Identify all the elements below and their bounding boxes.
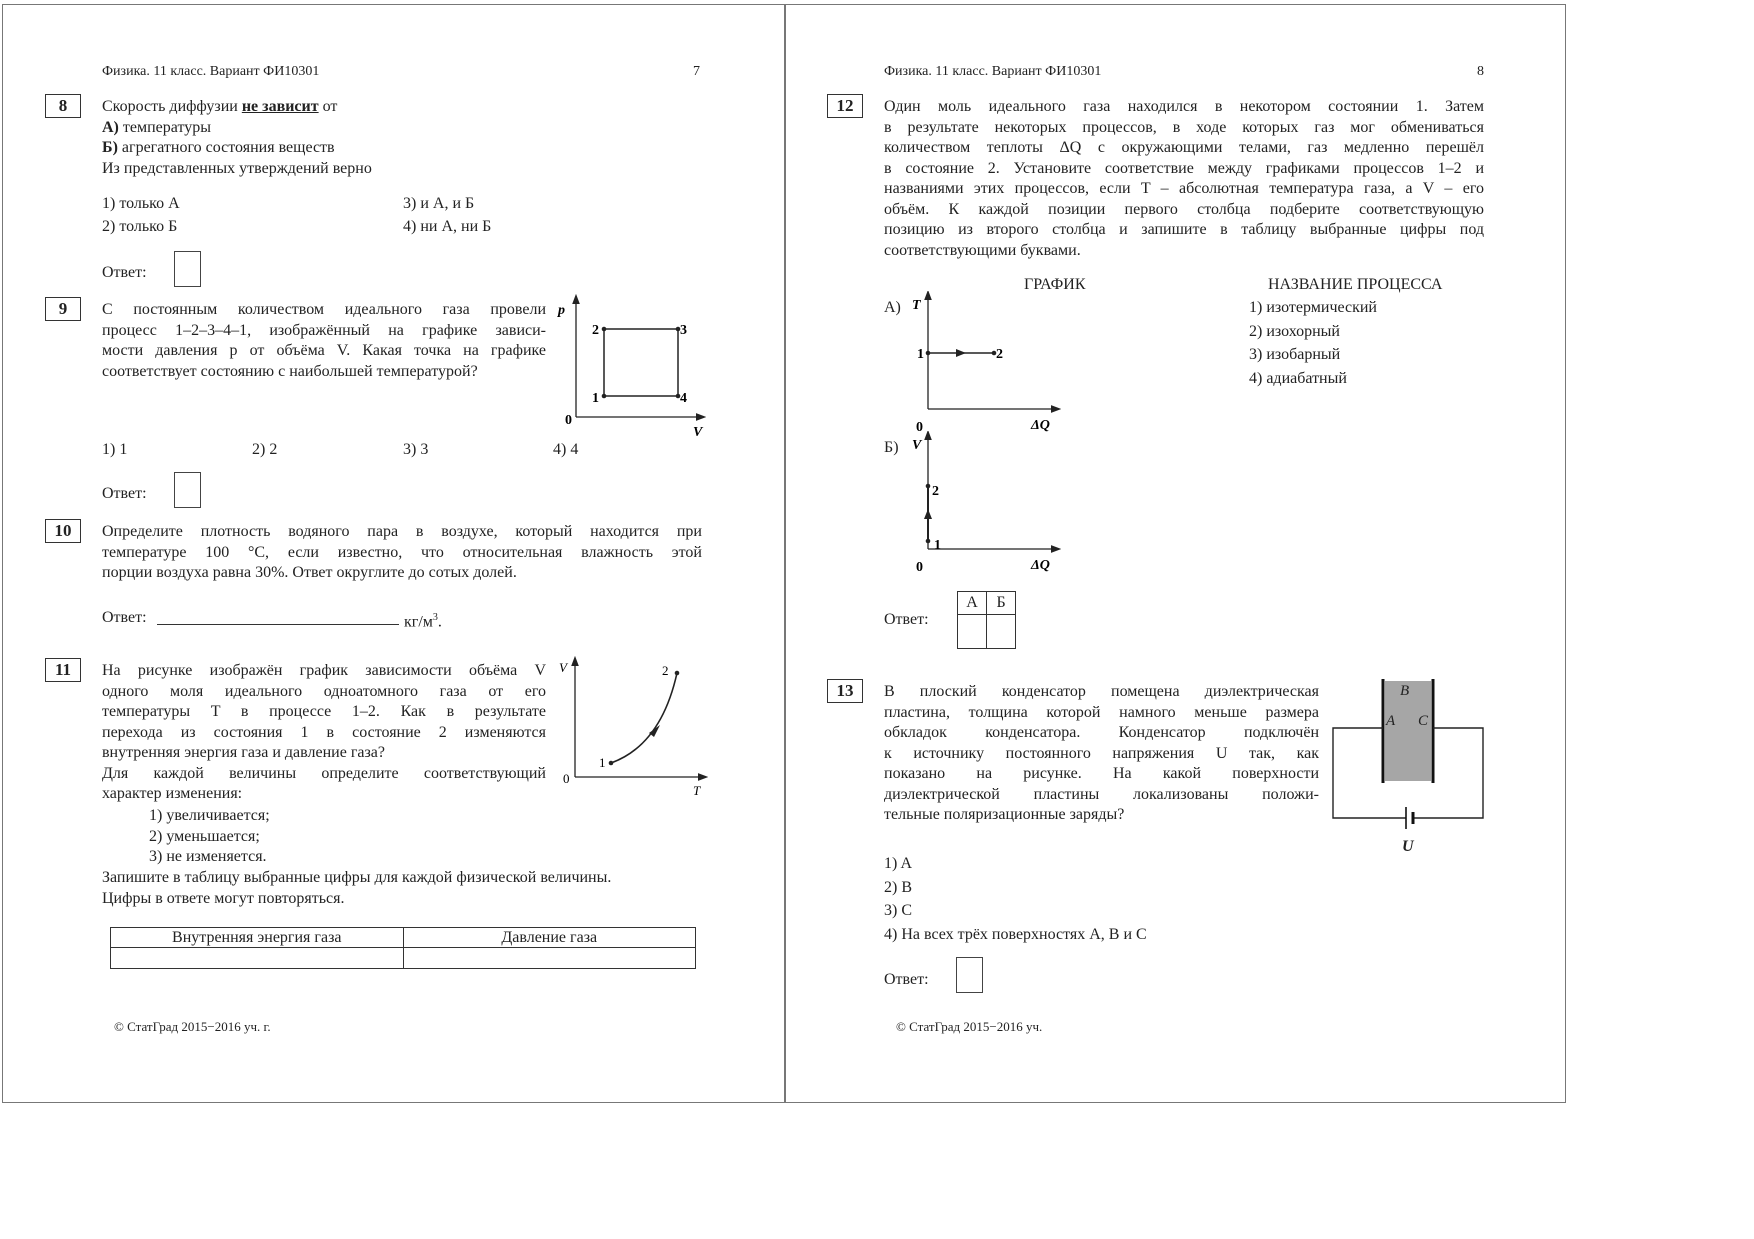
question-10-text [102,522,702,584]
question-number-11: 11 [45,658,81,682]
question-11-line: одного моля идеального одноатомного газа от его [102,682,546,700]
question-11-line: перехода из состояния 1 в состояние 2 изменяются [102,723,546,741]
axis-label-t: T [693,783,701,798]
question-10-line: температуре 100 °С, если известно, что относительная влажность этой [102,543,702,561]
axis-label-p: p [558,303,565,318]
question-9-line: мости давления p от объёма V. Какая точка на графике [102,342,546,359]
question-10-answer-line[interactable] [157,624,399,625]
question-8-text [102,97,702,179]
page-header-title: Физика. 11 класс. Вариант ФИ10301 [884,64,1102,79]
question-12-answer-label: Ответ: [884,611,929,628]
point-label-4: 4 [680,391,687,406]
question-9-option-1: 1) 1 [102,441,128,458]
question-9-answer-label: Ответ: [102,485,147,502]
surface-label-a: A [1386,713,1396,729]
point-label-1: 1 [599,755,606,770]
question-13-answer-box[interactable] [956,957,983,993]
question-11-line: Для каждой величины определите соответствующий [102,764,546,782]
point-label-1: 1 [592,391,599,406]
question-8-line-final: Из представленных утверждений верно [102,159,372,177]
question-8-line-1: Скорость диффузии не зависит от [102,98,338,115]
answer-cell-energy[interactable] [111,948,404,969]
question-10-line: Определите плотность водяного пара в воздухе, который находится при [102,523,702,540]
point-label-2: 2 [662,663,669,678]
change-option-2: 2) уменьшается; [149,827,260,845]
question-number-12: 12 [827,94,863,118]
question-11-line: характер изменения: [102,785,243,802]
instruction-line: Запишите в таблицу выбранные цифры для каждой физической величины. [102,869,612,886]
graph-a-t-vs-q [904,291,1064,441]
origin-label: 0 [916,560,923,575]
axis-label-dq: ΔQ [1031,558,1050,573]
question-9-pv-graph [551,293,711,443]
column-title-graph: ГРАФИК [1024,276,1086,293]
question-13-text [884,682,1319,826]
question-13-answer-label: Ответ: [884,971,929,988]
table-header-pressure: Давление газа [403,928,696,948]
question-13-line: диэлектрической пластины локализованы положи- [884,785,1319,803]
question-8-option-1: 1) только А [102,195,180,212]
question-12-answer-table [957,591,1016,649]
change-option-1: 1) увеличивается; [149,807,270,824]
question-9-text [102,300,546,382]
question-8-answer-label: Ответ: [102,264,147,281]
table-header-a: А [958,592,987,615]
question-12-line: в состояние 2. Установите соответствие между графиками процессов 1–2 и [884,159,1484,177]
question-9-line: процесс 1–2–3–4–1, изображённый на графике зависи- [102,321,546,339]
question-13-option-1: 1) A [884,855,912,872]
origin-label: 0 [563,771,570,786]
answer-cell-pressure[interactable] [403,948,696,969]
question-number-13: 13 [827,679,863,703]
direction-arrow [924,509,932,519]
question-11-line: На рисунке изображён график зависимости объёма V [102,662,546,679]
question-9-option-3: 3) 3 [403,441,429,458]
question-11-vt-graph [553,655,713,800]
question-12-line: объём. К каждой позиции первого столбца подберите соответствующую [884,200,1484,218]
origin-label: 0 [916,420,923,435]
process-option-2: 2) изохорный [1249,323,1340,340]
table-header-energy: Внутренняя энергия газа [111,928,404,948]
process-curve [611,673,677,763]
point-label-1: 1 [934,538,941,553]
question-number-8: 8 [45,94,81,118]
question-12-line: количеством теплоты ΔQ с окружающими телами, газ медленно перешёл [884,139,1484,156]
page-number: 7 [693,64,700,79]
page-left [2,4,785,1103]
question-number-10: 10 [45,519,81,543]
page-right [785,4,1566,1103]
graph-b-label: Б) [884,439,899,456]
answer-cell-a[interactable] [958,615,987,649]
question-12-line: соответствующими буквами. [884,241,1081,259]
origin-label: 0 [565,413,572,428]
direction-arrow [956,349,966,357]
question-11-changes [149,806,270,868]
question-8-item-a: А) температуры [102,118,211,136]
question-13-line: В плоский конденсатор помещена диэлектрическая [884,683,1319,700]
question-13-line: показано на рисунке. На какой поверхности [884,765,1319,782]
question-13-option-4: 4) На всех трёх поверхностях A, B и C [884,926,1147,943]
surface-label-c: C [1418,713,1429,729]
page-footer: © СтатГрад 2015−2016 уч. г. [114,1019,271,1034]
question-10-unit: $кг/м^3$. [404,612,442,631]
column-title-process: НАЗВАНИЕ ПРОЦЕССА [1268,276,1443,293]
page-footer: © СтатГрад 2015−2016 уч. [896,1019,1043,1034]
question-8-option-2: 2) только Б [102,218,178,235]
question-13-option-3: 3) C [884,902,912,919]
question-8-item-b: Б) агрегатного состояния веществ [102,139,335,156]
point-label-2: 2 [996,347,1003,362]
question-9-option-2: 2) 2 [252,441,278,458]
question-13-line: тельные поляризационные заряды? [884,806,1125,823]
question-8-option-4: 4) ни А, ни Б [403,218,492,235]
question-8-option-3: 3) и А, и Б [403,195,475,212]
question-12-line: Один моль идеального газа находился в некотором состоянии 1. Затем [884,98,1484,115]
question-12-line: в результате некоторых процессов, в ходе которых газ мог обмениваться [884,118,1484,136]
process-option-1: 1) изотермический [1249,299,1377,316]
question-10-answer-label: Ответ: [102,609,147,626]
page-header-title: Физика. 11 класс. Вариант ФИ10301 [102,64,320,79]
point-label-1: 1 [917,347,924,362]
question-9-line: С постоянным количеством идеального газа провели [102,301,546,318]
capacitor-circuit-diagram [1326,673,1491,859]
question-12-text [884,97,1484,261]
question-13-line: пластина, толщина которой намного меньше размера [884,703,1319,721]
question-10-line: порции воздуха равна 30%. Ответ округлите до сотых долей. [102,564,517,581]
question-11-line: температуры T в процессе 1–2. Как в результате [102,703,546,720]
axis-label-t: T [912,298,921,313]
voltage-label-u: U [1402,838,1414,855]
question-11-text [102,661,546,805]
page-number: 8 [1477,64,1484,79]
question-11-instructions [102,868,712,909]
process-cycle [604,329,678,396]
question-12-line: названиями этих процессов, если T – абсолютная температура газа, а V – его [884,180,1484,197]
point-label-3: 3 [680,323,687,338]
axis-label-v: V [912,438,922,453]
question-13-option-2: 2) B [884,879,912,896]
question-12-line: позицию из второго столбца и запишите в таблицу выбранные цифры под [884,221,1484,238]
point-label-2: 2 [932,484,939,499]
surface-label-b: B [1400,683,1410,699]
question-11-line: внутренняя энергия газа и давление газа? [102,744,385,761]
answer-cell-b[interactable] [987,615,1016,649]
graph-b-v-vs-q [904,431,1064,581]
table-header-b: Б [987,592,1016,615]
question-11-answer-table [110,927,696,969]
change-option-3: 3) не изменяется. [149,848,267,865]
instruction-line: Цифры в ответе могут повторяться. [102,889,345,907]
question-9-option-4: 4) 4 [553,441,579,458]
question-8-answer-box[interactable] [174,251,201,287]
axis-label-dq: ΔQ [1031,418,1050,433]
point-label-2: 2 [592,323,599,338]
process-option-3: 3) изобарный [1249,346,1341,363]
axis-label-v: V [693,425,703,440]
question-9-answer-box[interactable] [174,472,201,508]
question-9-line: соответствует состоянию с наибольшей температурой? [102,362,478,380]
process-option-4: 4) адиабатный [1249,370,1347,387]
emphasis-not-depends: не зависит [241,98,319,115]
question-13-line: обкладок конденсатора. Конденсатор подключён [884,724,1319,741]
question-number-9: 9 [45,297,81,321]
question-13-line: к источнику постоянного напряжения U так, как [884,744,1319,762]
axis-label-v: V [559,660,567,675]
graph-a-label: А) [884,299,901,316]
